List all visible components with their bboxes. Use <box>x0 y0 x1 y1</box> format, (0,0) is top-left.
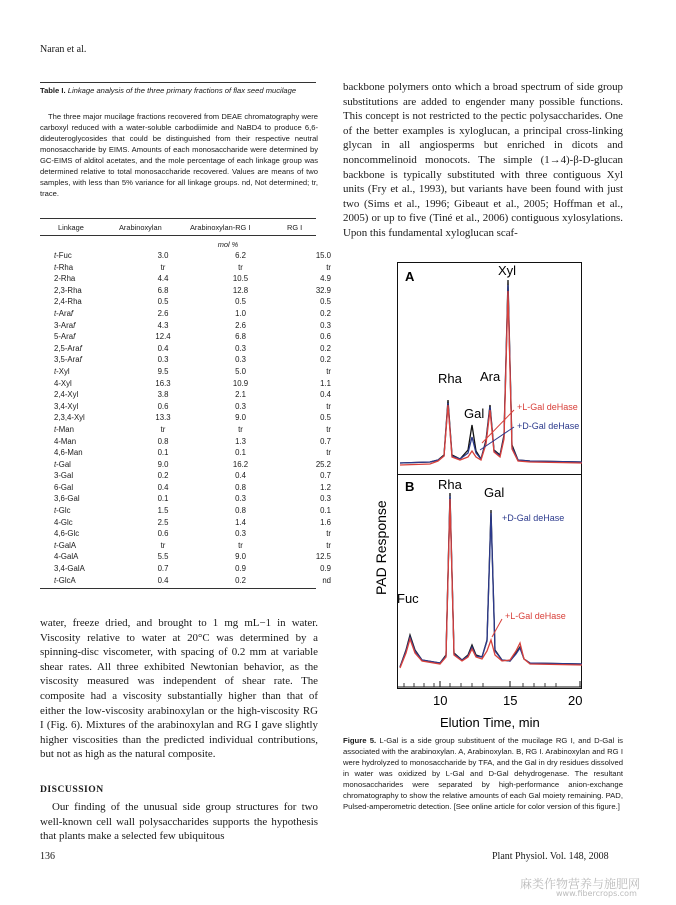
figure-caption-label: Figure 5. <box>343 736 377 745</box>
cell-arabinoxylan: 2.5 <box>157 517 169 527</box>
right-column-text: backbone polymers onto which a broad spectrum of side group substitutions are added to engender many possible functions. This concept is not restricted to the pectic polysaccharides. One of the better examples is xyloglucan, a principal cross-linking glycan in all angiosperms but enriched in dicots and noncommelinoid monocots. The simple (1→4)-β-D-glucan backbone is typically substituted with three contiguous Xyl units (Fry et al., 1993), but variants have been found with just two (Sims et al., 1996; Gibeaut et al., 2005; Hoffman et al., 2005) or up to five (Tiné et al., 2006) contiguous xylosylations. Upon this fundamental xyloglucan scaf- <box>343 81 623 239</box>
journal-citation: Plant Physiol. Vol. 148, 2008 <box>492 851 609 862</box>
cell-arabinoxylan: 0.1 <box>157 494 169 504</box>
cell-arabinoxylan: 0.7 <box>157 564 169 574</box>
cell-rg: 0.4 <box>320 390 331 400</box>
cell-rg: 0.7 <box>320 436 331 446</box>
figure-caption-text: L-Gal is a side group substituent of the mucilage RG I, and D-Gal is associated with the arabinoxylan. A, Arabinoxylan. B, RG I. Arabinoxylan and RG I were hydrolyzed to monosaccharide by TFA, and the Gal in dry residues dissolved in water was oxidized by L-Gal and D-Gal dehydrogenase. The resultant monosaccharides were separated by high-performance anion-exchange chromatography to show the relative amounts of each Gal moiety remaining. PAD, Pulsed-amperometric detection. [See online article for color version of this figure.] <box>343 736 623 811</box>
peak-label-xyl: Xyl <box>498 263 517 278</box>
cell-arabinoxylan: 0.6 <box>157 401 169 411</box>
cell-arabinoxylan-rg: 9.0 <box>235 552 246 562</box>
cell-rg: 0.5 <box>320 297 331 307</box>
table-row <box>40 331 331 343</box>
col-head-linkage: Linkage <box>58 223 84 232</box>
table-row <box>40 308 331 320</box>
table-row <box>40 343 331 355</box>
cell-arabinoxylan-rg: 9.0 <box>235 413 246 423</box>
cell-linkage: t-Rha <box>54 262 74 272</box>
cell-arabinoxylan-rg: 0.9 <box>235 564 246 574</box>
peak-label-rha-b: Rha <box>438 477 462 492</box>
cell-arabinoxylan-rg: 0.2 <box>235 575 246 585</box>
cell-linkage: t-Gal <box>54 459 71 469</box>
cell-linkage: t-Fuc <box>54 251 72 260</box>
cell-arabinoxylan: 3.0 <box>157 251 169 260</box>
cell-rg: 0.7 <box>320 471 331 481</box>
cell-linkage: 4-Glc <box>54 517 73 527</box>
cell-rg: 0.1 <box>320 506 331 516</box>
cell-linkage: t-Man <box>54 424 74 434</box>
cell-linkage: 2-Rha <box>54 274 76 284</box>
cell-rg: 0.3 <box>320 494 331 504</box>
legend-d-gal-b: +D-Gal deHase <box>502 513 565 523</box>
cell-arabinoxylan-rg: tr <box>238 540 243 550</box>
cell-linkage: 6-Gal <box>54 482 74 492</box>
cell-linkage: 3-Gal <box>54 471 74 481</box>
table-title <box>40 86 316 97</box>
cell-arabinoxylan: 1.5 <box>157 506 169 516</box>
x-tick-label-20: 20 <box>568 693 583 708</box>
cell-linkage: 2,5-Araf <box>54 343 82 353</box>
cell-arabinoxylan: 0.3 <box>157 355 169 365</box>
arrow-d-gal-a <box>480 427 514 450</box>
table-row <box>40 389 331 401</box>
cell-arabinoxylan: 0.4 <box>157 575 169 585</box>
cell-rg: 0.9 <box>320 564 331 574</box>
cell-arabinoxylan-rg: 0.1 <box>235 448 246 458</box>
cell-arabinoxylan-rg: tr <box>238 262 243 272</box>
cell-arabinoxylan: tr <box>160 424 166 434</box>
cell-rg: tr <box>326 448 331 458</box>
cell-rg: tr <box>326 529 331 539</box>
cell-linkage: t-GalA <box>54 540 77 550</box>
running-header: Naran et al. <box>40 44 87 55</box>
cell-rg: 0.6 <box>320 332 331 342</box>
table-row <box>40 273 331 285</box>
cell-arabinoxylan-rg: 1.3 <box>235 436 246 446</box>
cell-rg: tr <box>326 262 331 272</box>
x-axis-label: Elution Time, min <box>440 715 540 730</box>
cell-arabinoxylan: 0.1 <box>157 448 169 458</box>
cell-arabinoxylan: 0.5 <box>157 297 169 307</box>
cell-arabinoxylan: 2.6 <box>157 308 169 318</box>
cell-rg: 0.2 <box>320 355 331 365</box>
legend-l-gal-b: +L-Gal deHase <box>505 611 566 621</box>
left-body-text: water, freeze dried, and brought to 1 mg mL−1 in water. Viscosity relative to water at 20°C was determined by a spinning-disc viscometer, with spacing of 0.2 mm at variable shear rates. All three exhibited Newtonian behavior, as the viscosity measured was independent of shear rate. The composite had a viscosity substantially higher than that of either the low-viscosity arabinoxylan or the high-viscosity RG I (Fig. 6). Mixtures of the arabinoxylan and RG I gave slightly higher viscosities than the predicted individual contributions, but not as high as the natural composite. <box>40 617 318 761</box>
cell-arabinoxylan: tr <box>160 540 166 550</box>
table-top-rule <box>40 82 316 83</box>
x-minor-ticks <box>404 683 556 687</box>
cell-rg: 0.2 <box>320 308 331 318</box>
cell-arabinoxylan: 5.5 <box>157 552 169 562</box>
cell-arabinoxylan-rg: 6.2 <box>235 251 246 260</box>
cell-arabinoxylan: 13.3 <box>155 413 171 423</box>
table-row <box>40 517 331 529</box>
x-tick-label-15: 15 <box>503 693 518 708</box>
cell-arabinoxylan: 16.3 <box>155 378 171 388</box>
cell-arabinoxylan-rg: 16.2 <box>232 459 249 469</box>
table-row <box>40 401 331 413</box>
peak-label-fuc: Fuc <box>397 591 419 606</box>
cell-arabinoxylan-rg: 12.8 <box>232 285 249 295</box>
cell-rg: 1.1 <box>320 378 331 388</box>
table-row <box>40 563 331 575</box>
table-row <box>40 424 331 436</box>
table-row <box>40 320 331 332</box>
cell-arabinoxylan-rg: 0.4 <box>235 471 246 481</box>
table-row <box>40 505 331 517</box>
cell-arabinoxylan-rg: 1.0 <box>235 308 246 318</box>
cell-arabinoxylan-rg: 0.3 <box>235 494 246 504</box>
cell-rg: 0.5 <box>320 413 331 423</box>
cell-arabinoxylan-rg: tr <box>238 424 243 434</box>
cell-linkage: 2,3,4-Xyl <box>54 413 85 423</box>
col-head-rg: RG I <box>287 223 303 232</box>
cell-rg: 15.0 <box>315 251 331 260</box>
table-label: Table I. <box>40 86 66 95</box>
cell-arabinoxylan-rg: 0.3 <box>235 529 246 539</box>
peak-label-gal-b: Gal <box>484 485 505 500</box>
cell-rg: tr <box>326 401 331 411</box>
cell-arabinoxylan-rg: 0.8 <box>235 506 246 516</box>
table-title-text: Linkage analysis of the three primary fractions of flax seed mucilage <box>67 86 297 95</box>
cell-rg: 32.9 <box>315 285 331 295</box>
table-unit: mol % <box>217 240 239 249</box>
table-row <box>40 470 331 482</box>
cell-linkage: 4,6-Man <box>54 448 83 458</box>
cell-arabinoxylan-rg: 5.0 <box>235 366 246 376</box>
cell-rg: 0.2 <box>320 343 331 353</box>
linkage-table <box>40 250 331 586</box>
table-row <box>40 540 331 552</box>
cell-arabinoxylan-rg: 2.6 <box>235 320 246 330</box>
cell-linkage: 3,4-GalA <box>54 564 85 574</box>
watermark-cn: 麻类作物营养与施肥网 <box>520 877 641 891</box>
table-row <box>40 285 331 297</box>
y-axis-label: PAD Response <box>373 500 389 595</box>
col-head-arabinoxylan: Arabinoxylan <box>119 223 162 232</box>
cell-linkage: 3,5-Araf <box>54 355 82 365</box>
cell-linkage: 4-Man <box>54 436 77 446</box>
cell-arabinoxylan-rg: 1.4 <box>235 517 246 527</box>
table-row <box>40 528 331 540</box>
cell-linkage: 3,4-Xyl <box>54 401 79 411</box>
cell-linkage: 4-Xyl <box>54 378 72 388</box>
cell-rg: 1.2 <box>320 482 331 492</box>
arrow-l-gal-b <box>492 619 502 637</box>
cell-rg: tr <box>326 366 331 376</box>
page-number: 136 <box>40 851 55 862</box>
cell-rg: nd <box>322 575 331 585</box>
table-row <box>40 493 331 505</box>
cell-arabinoxylan: 12.4 <box>155 332 171 342</box>
cell-arabinoxylan-rg: 0.8 <box>235 482 246 492</box>
table-bottom-rule <box>40 588 316 589</box>
cell-linkage: 3-Araf <box>54 320 76 330</box>
table-row <box>40 262 331 274</box>
cell-arabinoxylan-rg: 0.3 <box>235 355 246 365</box>
cell-arabinoxylan: 0.2 <box>157 471 169 481</box>
cell-linkage: 2,4-Rha <box>54 297 82 307</box>
legend-d-gal-a: +D-Gal deHase <box>517 421 580 431</box>
table-row <box>40 250 331 262</box>
cell-rg: tr <box>326 540 331 550</box>
table-row <box>40 412 331 424</box>
cell-arabinoxylan: 4.4 <box>157 274 169 284</box>
cell-rg: 25.2 <box>315 459 331 469</box>
cell-arabinoxylan: 0.4 <box>157 343 169 353</box>
cell-arabinoxylan: 0.4 <box>157 482 169 492</box>
table-row <box>40 575 331 587</box>
table-row <box>40 551 331 563</box>
panel-a-label: A <box>405 269 415 284</box>
chromatogram-figure <box>360 255 600 735</box>
cell-linkage: 4-GalA <box>54 552 79 562</box>
col-head-arabinoxylan-rg: Arabinoxylan-RG I <box>190 223 251 232</box>
cell-rg: 4.9 <box>320 274 331 284</box>
cell-linkage: t-Glc <box>54 506 71 516</box>
cell-arabinoxylan: 0.6 <box>157 529 169 539</box>
cell-linkage: 2,4-Xyl <box>54 390 79 400</box>
table-row <box>40 378 331 390</box>
table-row <box>40 447 331 459</box>
cell-linkage: 2,3-Rha <box>54 285 82 295</box>
cell-arabinoxylan-rg: 10.9 <box>232 378 249 388</box>
cell-arabinoxylan-rg: 6.8 <box>235 332 246 342</box>
cell-arabinoxylan: 9.5 <box>157 366 169 376</box>
table-row <box>40 296 331 308</box>
cell-arabinoxylan: 6.8 <box>157 285 169 295</box>
watermark-url: www.fibercrops.com <box>556 889 637 898</box>
panel-b-label: B <box>405 479 415 494</box>
table-header-rule-top <box>40 218 316 219</box>
cell-rg: tr <box>326 424 331 434</box>
table-row <box>40 459 331 471</box>
cell-arabinoxylan: 9.0 <box>157 459 169 469</box>
legend-l-gal-a: +L-Gal deHase <box>517 402 578 412</box>
x-tick-label-10: 10 <box>433 693 448 708</box>
table-caption: The three major mucilage fractions recovered from DEAE chromatography were carboxyl reduced with a water-soluble carbodiimide and NaBD4 to produce 6,6-dideuteroglycosides that could be distinguished from their respective neutral monosaccharide by EIMS. Amounts of each monosaccharide were determined by GC-EIMS of alditol acetates, and the mole percentage of each linkage group was determined relative to total monosaccharide recovered. Values are means of two samples, with less than 5% variance for all linkage groups. nd, Not determined; tr, trace. <box>40 112 318 198</box>
cell-linkage: t-Araf <box>54 308 74 318</box>
cell-arabinoxylan: 3.8 <box>157 390 169 400</box>
peak-label-ara: Ara <box>480 369 501 384</box>
cell-linkage: t-Xyl <box>54 366 70 376</box>
cell-rg: 0.3 <box>320 320 331 330</box>
cell-arabinoxylan: 0.8 <box>157 436 169 446</box>
cell-linkage: 4,6-Glc <box>54 529 80 539</box>
table-row <box>40 482 331 494</box>
figure-caption <box>343 735 623 812</box>
cell-rg: 1.6 <box>320 517 331 527</box>
cell-arabinoxylan-rg: 10.5 <box>232 274 249 284</box>
cell-arabinoxylan-rg: 0.3 <box>235 401 246 411</box>
cell-arabinoxylan-rg: 2.1 <box>235 390 246 400</box>
cell-arabinoxylan: 4.3 <box>157 320 169 330</box>
table-header-rule-bottom <box>40 235 316 236</box>
cell-linkage: 3,6-Gal <box>54 494 80 504</box>
table-row <box>40 354 331 366</box>
cell-linkage: t-GlcA <box>54 575 76 585</box>
peak-label-gal-a: Gal <box>464 406 485 421</box>
discussion-heading: DISCUSSION <box>40 784 104 795</box>
cell-arabinoxylan-rg: 0.5 <box>235 297 246 307</box>
cell-rg: 12.5 <box>315 552 331 562</box>
table-row <box>40 366 331 378</box>
table-row <box>40 436 331 448</box>
peak-label-rha-a: Rha <box>438 371 462 386</box>
discussion-text: Our finding of the unusual side group structures for two well-known cell wall polysaccharides supports the hypothesis that plants make a selected few ubiquitous <box>40 801 318 843</box>
cell-linkage: 5-Araf <box>54 332 76 342</box>
cell-arabinoxylan: tr <box>160 262 166 272</box>
cell-arabinoxylan-rg: 0.3 <box>235 343 246 353</box>
